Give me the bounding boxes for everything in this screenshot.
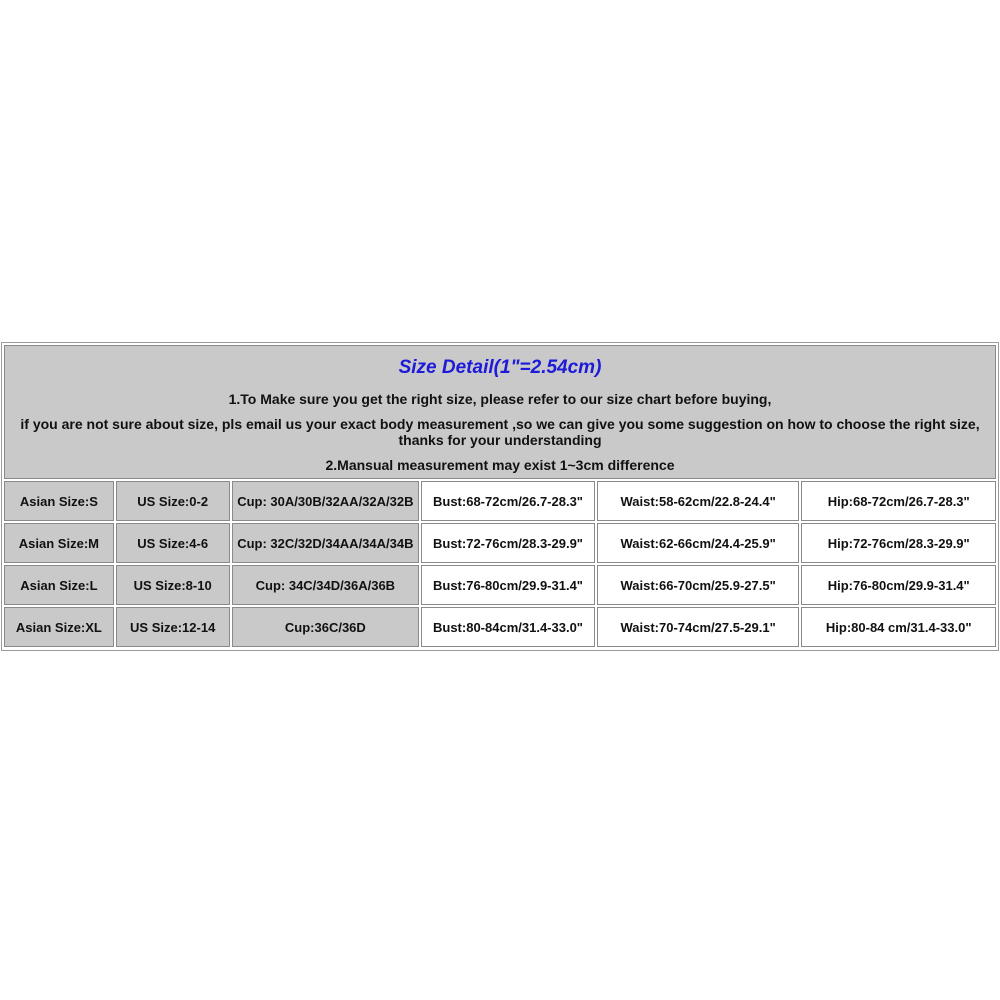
us-size-cell: US Size:8-10 bbox=[116, 565, 230, 605]
cup-size-cell: Cup: 30A/30B/32AA/32A/32B bbox=[232, 481, 420, 521]
table-row bbox=[4, 565, 996, 605]
size-chart-table bbox=[1, 342, 999, 651]
asian-size-cell: Asian Size:XL bbox=[4, 607, 114, 647]
cup-size-cell: Cup:36C/36D bbox=[232, 607, 420, 647]
size-note-thanks: thanks for your understanding bbox=[398, 432, 602, 448]
cup-size-cell: Cup: 32C/32D/34AA/34A/34B bbox=[232, 523, 420, 563]
bust-cell: Bust:68-72cm/26.7-28.3" bbox=[421, 481, 595, 521]
size-chart-title: Size Detail(1"=2.54cm) bbox=[398, 357, 602, 378]
asian-size-cell: Asian Size:S bbox=[4, 481, 114, 521]
us-size-cell: US Size:12-14 bbox=[116, 607, 230, 647]
waist-cell: Waist:58-62cm/22.8-24.4" bbox=[597, 481, 800, 521]
us-size-cell: US Size:0-2 bbox=[116, 481, 230, 521]
table-row bbox=[4, 607, 996, 647]
asian-size-cell: Asian Size:L bbox=[4, 565, 114, 605]
size-note-email: if you are not sure about size, pls email us your exact body measurement ,so we can give you some suggestion on how to choose the right size, bbox=[20, 416, 980, 432]
table-row bbox=[4, 481, 996, 521]
hip-cell: Hip:72-76cm/28.3-29.9" bbox=[801, 523, 996, 563]
table-row bbox=[4, 523, 996, 563]
asian-size-cell: Asian Size:M bbox=[4, 523, 114, 563]
waist-cell: Waist:62-66cm/24.4-25.9" bbox=[597, 523, 800, 563]
hip-cell: Hip:80-84 cm/31.4-33.0" bbox=[801, 607, 996, 647]
size-note-difference: 2.Mansual measurement may exist 1~3cm difference bbox=[325, 457, 675, 473]
size-chart-header bbox=[4, 345, 996, 479]
bust-cell: Bust:76-80cm/29.9-31.4" bbox=[421, 565, 595, 605]
hip-cell: Hip:76-80cm/29.9-31.4" bbox=[801, 565, 996, 605]
bust-cell: Bust:72-76cm/28.3-29.9" bbox=[421, 523, 595, 563]
hip-cell: Hip:68-72cm/26.7-28.3" bbox=[801, 481, 996, 521]
waist-cell: Waist:70-74cm/27.5-29.1" bbox=[597, 607, 800, 647]
size-rows bbox=[4, 481, 996, 649]
bust-cell: Bust:80-84cm/31.4-33.0" bbox=[421, 607, 595, 647]
us-size-cell: US Size:4-6 bbox=[116, 523, 230, 563]
size-note-refer-chart: 1.To Make sure you get the right size, please refer to our size chart before buying, bbox=[228, 391, 772, 407]
cup-size-cell: Cup: 34C/34D/36A/36B bbox=[232, 565, 420, 605]
waist-cell: Waist:66-70cm/25.9-27.5" bbox=[597, 565, 800, 605]
